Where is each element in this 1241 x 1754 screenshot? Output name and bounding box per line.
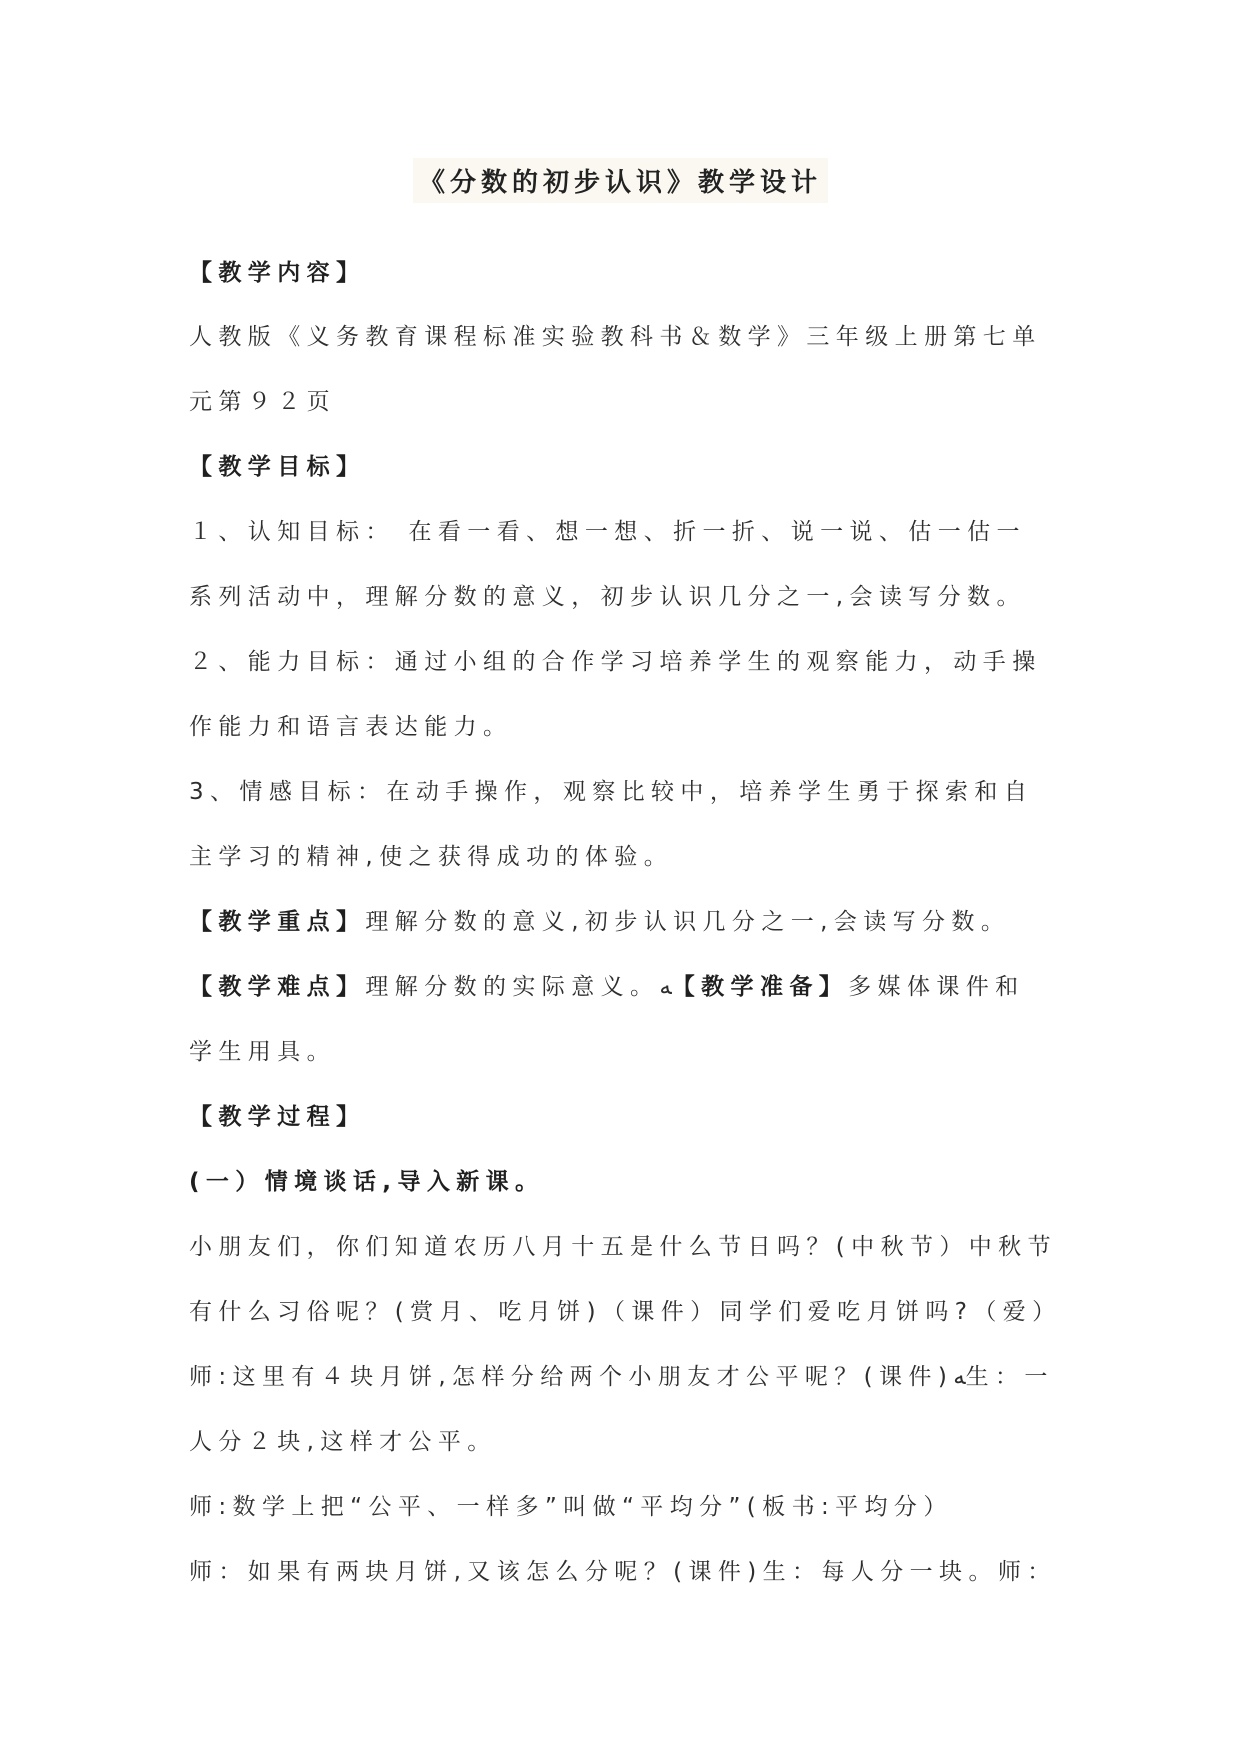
objective-2-line-2: 作能力和语言表达能力。: [189, 714, 513, 740]
keypoint-line: [189, 906, 1069, 938]
objective-heading: 【教学目标】: [189, 454, 366, 480]
keypoint-text: 理解分数的意义,初步认识几分之一,会读写分数。: [365, 909, 1011, 935]
step-1-heading: (一）情境谈话,导入新课。: [189, 1169, 545, 1195]
paragraph-1-line-2: 有什么习俗呢？(赏月、吃月饼)（课件）同学们爱吃月饼吗?（爱）: [189, 1299, 1062, 1325]
title-container: [0, 158, 1241, 203]
paragraph-3-line-1: 师：如果有两块月饼,又该怎么分呢？(课件)生：每人分一块。师：: [189, 1559, 1057, 1585]
difficulty-mark: ﻪ: [659, 974, 672, 1000]
objective-1-line-2: 系列活动中，理解分数的意义，初步认识几分之一,会读写分数。: [189, 584, 1026, 610]
keypoint-label: 【教学重点】: [189, 909, 366, 935]
objective-2-line-1: ２、能力目标：通过小组的合作学习培养学生的观察能力，动手操: [189, 649, 1042, 675]
process-heading: 【教学过程】: [189, 1104, 366, 1130]
difficulty-text: 理解分数的实际意义。: [365, 974, 660, 1000]
objective-3-line-1: 3、情感目标：在动手操作，观察比较中，培养学生勇于探索和自: [189, 779, 1034, 805]
paragraph-1-line-3: 师:这里有４块月饼,怎样分给两个小朋友才公平呢？(课件)ﻪ生：一: [189, 1364, 1054, 1390]
paragraph-1-line-1: 小朋友们，你们知道农历八月十五是什么节日吗？(中秋节）中秋节: [189, 1234, 1057, 1260]
content-line-1: 人教版《义务教育课程标准实验教科书＆数学》三年级上册第七单: [189, 324, 1042, 350]
paragraph-2-line-1: 师:数学上把“公平、一样多”叫做“平均分”(板书:平均分）: [189, 1494, 953, 1520]
preparation-label: 【教学准备】: [671, 974, 849, 1000]
content-line-2: 元第９２页: [189, 389, 336, 415]
objective-3-line-2: 主学习的精神,使之获得成功的体验。: [189, 844, 674, 870]
content-heading: 【教学内容】: [189, 260, 366, 286]
objective-1-line-1: １、认知目标： 在看一看、想一想、折一折、说一说、估一估一: [189, 519, 1026, 545]
difficulty-label: 【教学难点】: [189, 974, 366, 1000]
preparation-text: 多媒体课件和: [848, 974, 1025, 1000]
paragraph-1-line-4: 人分２块,这样才公平。: [189, 1429, 497, 1455]
preparation-line-2: 学生用具。: [189, 1039, 336, 1065]
document-title: 《分数的初步认识》教学设计: [413, 158, 828, 203]
difficulty-line: [189, 971, 1069, 1003]
